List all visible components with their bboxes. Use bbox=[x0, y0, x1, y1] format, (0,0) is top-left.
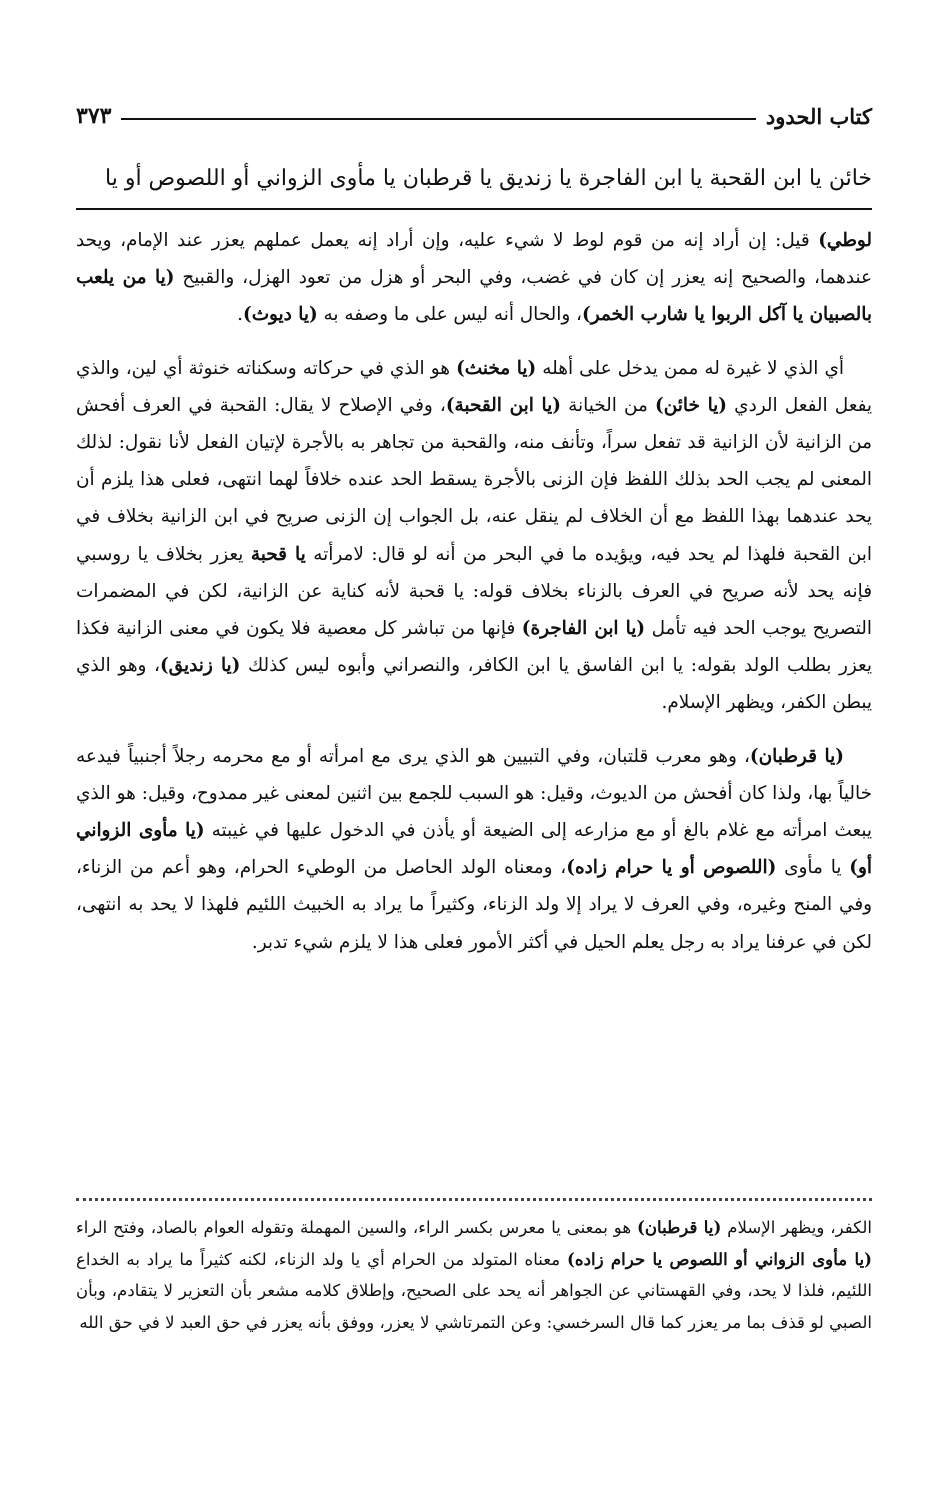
bold-phrase: (يا ديوث) bbox=[243, 304, 318, 326]
text-run: من الخيانة bbox=[560, 394, 656, 416]
bold-phrase: (يا قرطبان) bbox=[637, 1217, 722, 1237]
commentary-paragraph-2 bbox=[76, 350, 872, 722]
page-header bbox=[76, 98, 872, 134]
matn-text bbox=[76, 160, 872, 210]
commentary bbox=[76, 222, 872, 977]
text-run: قيل: إن أراد إنه من قوم لوط لا شيء عليه، وإن أراد إنه يعمل عملهم يعزر عند الإمام، ويحد عندهما، والصحيح إنه يعزر إن كان في غضب، وفي البحر أو هزل من تعود الهزل، والقبيح bbox=[76, 230, 872, 289]
bold-phrase: (يا خائن) bbox=[655, 394, 727, 416]
bold-phrase: (يا قرطبان) bbox=[749, 745, 844, 767]
text-run: ، والحال أنه ليس على ما وصفه به bbox=[317, 304, 582, 326]
bold-phrase: (اللصوص أو يا حرام زاده) bbox=[566, 857, 777, 879]
matn-line: خائن يا ابن القحبة يا ابن الفاجرة يا زنديق يا قرطبان يا مأوى الزواني أو اللصوص أو يا bbox=[105, 166, 872, 191]
bold-phrase: (يا مخنث) bbox=[456, 357, 537, 379]
bold-phrase: يا قحبة bbox=[250, 543, 306, 565]
text-run: أي الذي لا غيرة له ممن يدخل على أهله bbox=[536, 357, 844, 379]
text-run: يعزر بخلاف يا روسبي فإنه يحد لأنه صريح في العرف بالزناء بخلاف قوله: يا قحبة لأنه كناية عن الزانية، لكن في المضمرات التصريح يوجب الحد فيه تأمل bbox=[76, 543, 872, 640]
text-run: ، وفي الإصلاح لا يقال: القحبة في العرف أفحش من الزانية لأن الزانية قد تفعل سراً، وتأنف منه، والقحبة من تجاهر به بالأجرة لإتيان الفعل لأنا نقول: لذلك المعنى لم يجب الحد بذلك اللفظ فإن الزنى بالأجرة يسقط الحد عنده خلافاً لهما انتهى، فعلى هذا يلزم أن يحد عندهما بهذا اللفظ مع أن الخلاف لم ينقل عنه، بل الجواب إن الزنى صريح في ابن الزانية بخلاف في ابن القحبة فلهذا لم يحد فيه، ويؤيده ما في البحر من أنه لو قال: لامرأته bbox=[76, 394, 873, 565]
bold-phrase: (يا مأوى الزواني أو اللصوص يا حرام زاده) bbox=[567, 1248, 872, 1269]
text-run: يا مأوى bbox=[776, 857, 850, 879]
page-number: ٣٧٣ bbox=[76, 103, 112, 129]
text-run: ، وهو معرب قلتبان، وفي التبيين هو الذي يرى مع امرأته أو مع محرمه رجلاً أجنبياً فيدعه خالياً بها، ولذا كان أفحش من الديوث، وقيل: هو السبب للجمع بين اثنين لمعنى غير ممدوح، وقيل: هو الذي يبعث امرأته مع غلام بالغ أو مع مزارعه إلى الضيعة أو يأذن في الدخول عليها في غيبته bbox=[76, 745, 872, 842]
commentary-paragraph-1 bbox=[76, 222, 872, 334]
header-rule bbox=[121, 118, 755, 120]
text-run: هو الذي في حركاته وسكناته خنوثة أي لين، والذي يفعل الفعل الردي bbox=[76, 357, 872, 416]
bold-phrase: (يا مأوى الزواني أو) bbox=[76, 820, 872, 879]
text-run: ، وهو الذي يبطن الكفر، ويظهر الإسلام. bbox=[76, 655, 872, 714]
text-run: ، ومعناه الولد الحاصل من الوطيء الحرام، وهو أعم من الزناء، وفي المنح وغيره، وفي العرف لا يراد إلا ولد الزناء، وكثيراً ما يراد به الخبيث اللئيم فلهذا لا يحد به انتهى، لكن في عرفنا يراد به رجل يعلم الحيل في أكثر الأمور فعلى هذا لا يلزم شيء تدبر. bbox=[76, 857, 872, 953]
bold-phrase: (يا ابن الفاجرة) bbox=[521, 618, 646, 640]
text-run: فإنها من تباشر كل معصية فلا يكون في معنى الزانية فكذا يعزر بطلب الولد بقوله: يا ابن الفاسق يا ابن الكافر، والنصراني وأبوه ليس كذلك bbox=[76, 618, 873, 677]
running-title: كتاب الحدود bbox=[765, 103, 872, 129]
bold-phrase: (يا زنديق) bbox=[159, 655, 241, 677]
footnote-text bbox=[76, 1212, 872, 1338]
footnote-separator bbox=[76, 1198, 872, 1201]
bold-phrase: لوطي) bbox=[818, 230, 872, 251]
commentary-paragraph-3 bbox=[76, 738, 872, 961]
text-run: هو بمعنى يا معرس بكسر الراء، والسين المهملة وتقوله العوام بالصاد، وفتح الراء bbox=[76, 1218, 637, 1237]
bold-phrase: (يا ابن القحبة) bbox=[445, 394, 561, 416]
text-run: . bbox=[237, 304, 244, 326]
bold-phrase: (يا من يلعب بالصبيان يا آكل الربوا يا شارب الخمر) bbox=[76, 267, 872, 326]
text-run: الكفر، ويظهر الإسلام bbox=[721, 1218, 873, 1237]
text-run: معناه المتولد من الحرام أي يا ولد الزناء، لكنه كثيراً ما يراد به الخداع اللئيم، فلذا لا يحد، وفي القهستاني عن الجواهر أنه يحد على الصحيح، وإطلاق كلامه مشعر بأن التعزير لا يتقادم، وبأن الصبي لو قذف بما مر يعزر كما قال السرخسي: وعن التمرتاشي لا يعزر، ووفق بأنه يعزر في حق العبد لا في حق الله bbox=[76, 1249, 872, 1332]
